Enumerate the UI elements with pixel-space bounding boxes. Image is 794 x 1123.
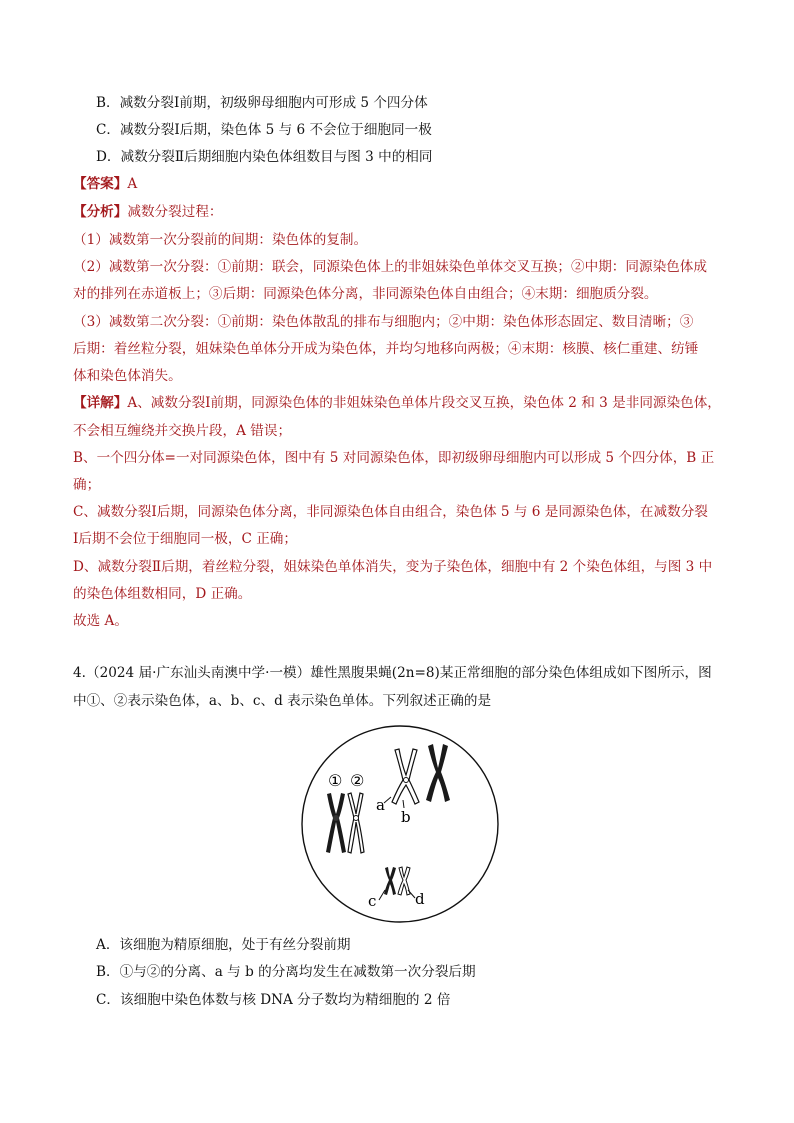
analysis-tag: 【分析】	[73, 204, 128, 220]
q4-stem-line1: 4.（2024 届·广东汕头南澳中学·一模）雄性黑腹果蝇(2n=8)某正常细胞的部分染色体组成如下图所示，图	[73, 665, 712, 681]
q4-option-c: C．该细胞中染色体数与核 DNA 分子数均为精细胞的 2 倍	[96, 992, 451, 1008]
analysis-p2-line2: 对的排列在赤道板上；③后期：同源染色体分离，非同源染色体自由组合；④末期：细胞质分裂。	[73, 286, 658, 302]
analysis-intro: 减数分裂过程：	[127, 204, 223, 220]
detail-conclusion: 故选 A。	[73, 613, 128, 629]
detail-tag: 【详解】	[73, 395, 128, 411]
label-c: c	[368, 892, 377, 910]
chromosome-upper-dark	[426, 744, 450, 802]
option-d-prev: D．减数分裂Ⅱ后期细胞内染色体组数目与图 3 中的相同	[96, 149, 433, 165]
chromosome-lower-outlined	[398, 867, 415, 898]
cell-chromosome-figure	[300, 722, 500, 927]
detail-a-line2: 不会相互缠绕并交换片段，A 错误；	[73, 423, 292, 439]
q4-stem-line2: 中①、②表示染色体，a、b、c、d 表示染色单体。下列叙述正确的是	[73, 693, 492, 709]
analysis-p3-line2: 后期：着丝粒分裂，姐妹染色单体分开成为染色体，并均匀地移向两极；④末期：核膜、核仁重建、纺锤	[73, 341, 699, 357]
detail-d-line1: D、减数分裂Ⅱ后期，着丝粒分裂，姐妹染色单体消失，变为子染色体，细胞中有 2 个染色体组，与图 3 中	[73, 559, 713, 575]
label-chr1: ①	[328, 771, 343, 790]
detail-a-text: A、减数分裂Ⅰ前期，同源染色体的非姐妹染色单体片段交叉互换，染色体 2 和 3 是非同源染色体，	[127, 395, 721, 411]
detail-c-line1: C、减数分裂Ⅰ后期，同源染色体分离，非同源染色体自由组合，染色体 5 与 6 是同源染色体，在减数分裂	[73, 504, 708, 520]
label-chr2: ②	[350, 771, 365, 790]
label-b: b	[401, 808, 411, 826]
detail-b-line2: 确；	[73, 477, 101, 493]
answer-tag: 【答案】	[73, 176, 128, 192]
chromosome-lower-dark	[379, 867, 396, 900]
analysis-p3-line3: 体和染色体消失。	[73, 368, 182, 384]
analysis-p3-line1: （3）减数第二次分裂：①前期：染色体散乱的排布与细胞内；②中期：染色体形态固定、数目清晰；③	[73, 314, 694, 330]
detail-c-line2: Ⅰ后期不会位于细胞同一极，C 正确；	[73, 531, 297, 547]
analysis-p2-line1: （2）减数第一次分裂：①前期：联会，同源染色体上的非姐妹染色单体交叉互换；②中期：同源染色体成	[73, 259, 707, 275]
option-c-prev: C．减数分裂Ⅰ后期，染色体 5 与 6 不会位于细胞同一极	[96, 122, 432, 138]
q4-option-b: B．①与②的分离、a 与 b 的分离均发生在减数第一次分裂后期	[96, 964, 476, 980]
option-b-prev: B．减数分裂Ⅰ前期，初级卵母细胞内可形成 5 个四分体	[96, 95, 428, 111]
analysis-p1: （1）减数第一次分裂前的间期：染色体的复制。	[73, 232, 368, 248]
chromosome-2	[348, 793, 364, 853]
detail-d-line2: 的染色体组数相同，D 正确。	[73, 586, 252, 602]
label-a: a	[376, 796, 385, 814]
answer-value: A	[127, 176, 138, 192]
answer-line	[73, 175, 137, 193]
detail-b-line1: B、一个四分体=一对同源染色体，图中有 5 对同源染色体，即初级卵母细胞内可以形成 5 个四分体，B 正	[73, 450, 715, 466]
analysis-heading	[73, 203, 223, 221]
chromosome-1	[326, 793, 346, 853]
label-d: d	[415, 890, 425, 908]
q4-option-a: A．该细胞为精原细胞，处于有丝分裂前期	[96, 937, 351, 953]
chromosome-upper-outlined	[384, 749, 419, 808]
detail-a-line1	[73, 394, 721, 412]
